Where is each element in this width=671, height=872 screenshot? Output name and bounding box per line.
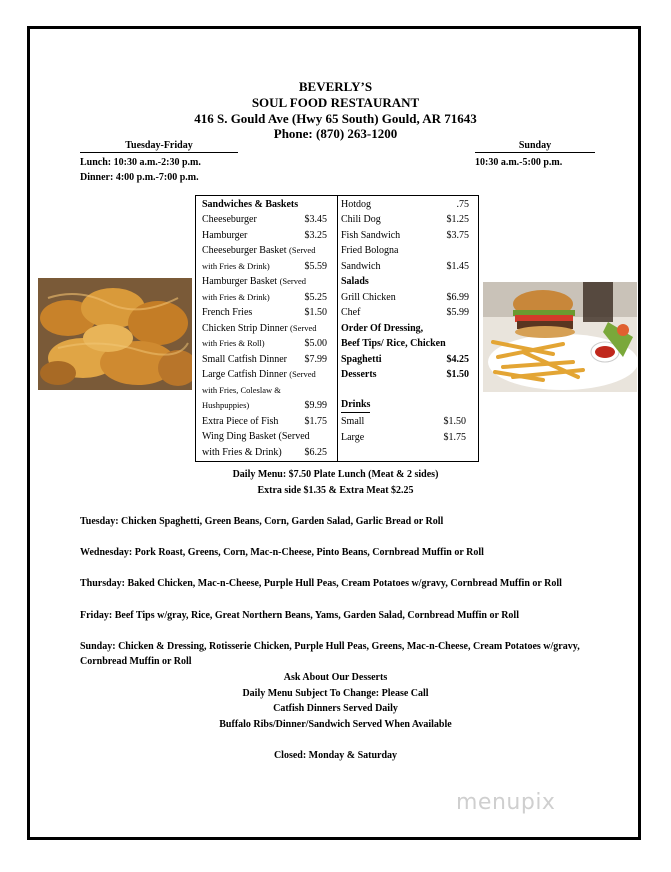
daily-menu-line1: Daily Menu: $7.50 Plate Lunch (Meat & 2 sides) xyxy=(232,469,439,480)
daily-menu-line2: Extra side $1.35 & Extra Meat $2.25 xyxy=(257,485,414,496)
dinner-hours: Dinner: 4:00 p.m.-7:00 p.m. xyxy=(80,172,199,183)
lunch-hours: Lunch: 10:30 a.m.-2:30 p.m. xyxy=(80,157,201,168)
menu-divider xyxy=(337,196,338,461)
tuesday-menu: Tuesday: Chicken Spaghetti, Green Beans, Corn, Garden Salad, Garlic Bread or Roll xyxy=(80,516,444,527)
closed-note: Closed: Monday & Saturday xyxy=(273,750,398,761)
catfish-note: Catfish Dinners Served Daily xyxy=(273,703,398,714)
change-note: Daily Menu Subject To Change: Please Call xyxy=(242,688,429,699)
restaurant-phone: Phone: (870) 263-1200 xyxy=(273,126,398,141)
weekday-hours-title: Tuesday-Friday xyxy=(80,140,238,153)
buffalo-note: Buffalo Ribs/Dinner/Sandwich Served When Available xyxy=(219,719,452,730)
restaurant-address: 416 S. Gould Ave (Hwy 65 South) Gould, AR 71643 xyxy=(194,111,477,126)
thursday-menu: Thursday: Baked Chicken, Mac-n-Cheese, Purple Hull Peas, Cream Potatoes w/gravy, Cornbread Muffin or Roll xyxy=(80,578,562,589)
sunday-hours: 10:30 a.m.-5:00 p.m. xyxy=(475,157,563,168)
friday-menu: Friday: Beef Tips w/gray, Rice, Great Northern Beans, Yams, Garden Salad, Cornbread Muffin or Roll xyxy=(80,610,519,621)
restaurant-name: BEVERLY’S xyxy=(298,79,373,94)
wednesday-menu: Wednesday: Pork Roast, Greens, Corn, Mac-n-Cheese, Pinto Beans, Cornbread Muffin or Roll xyxy=(80,547,484,558)
sunday-menu: Sunday: Chicken & Dressing, Rotisserie Chicken, Purple Hull Peas, Greens, Mac-n-Cheese, Cream Potatoes w/gravy, Cornbread Muffin or Roll xyxy=(80,641,580,667)
fried-fish-photo xyxy=(38,278,192,390)
burger-fries-photo xyxy=(483,282,637,392)
restaurant-subtitle: SOUL FOOD RESTAURANT xyxy=(251,95,420,110)
desserts-note: Ask About Our Desserts xyxy=(283,672,388,683)
sunday-hours-title: Sunday xyxy=(475,140,595,153)
menupix-watermark: menupix xyxy=(456,790,556,815)
